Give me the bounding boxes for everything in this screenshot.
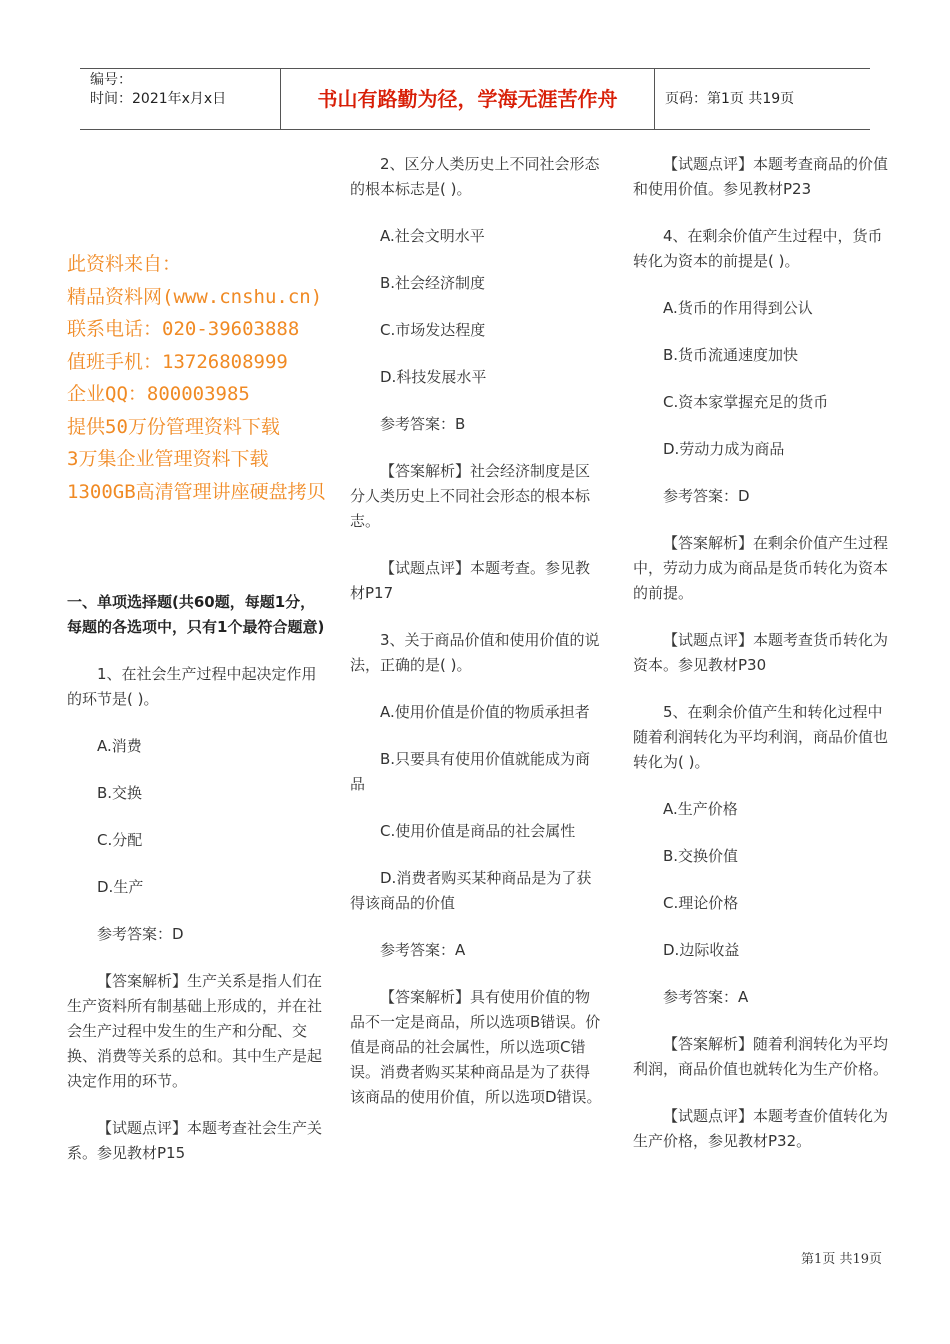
question: 5、在剩余价值产生和转化过程中随着利润转化为平均利润，商品价值也转化为( )。 (633, 703, 889, 771)
comment: 【试题点评】本题考查价值转化为生产价格，参见教材P32。 (633, 1107, 889, 1150)
option: B.货币流通速度加快 (663, 346, 799, 364)
answer: 参考答案：A (380, 941, 466, 959)
ad-line: 联系电话：020-39603888 (67, 318, 300, 340)
option: D.科技发展水平 (380, 368, 487, 386)
header-page-number: 页码：第1页 共19页 (665, 91, 795, 107)
number-label: 编号： (90, 72, 132, 88)
column-2 (350, 152, 602, 1132)
question: 3、关于商品价值和使用价值的说法，正确的是( )。 (350, 631, 600, 674)
option: C.市场发达程度 (380, 321, 486, 339)
explanation: 【答案解析】具有使用价值的物品不一定是商品，所以选项B错误。价值是商品的社会属性，所以选项C错误。消费者购买某种商品是为了获得该商品的使用价值，所以选项D错误。 (350, 988, 602, 1106)
explanation: 【答案解析】生产关系是指人们在生产资料所有制基础上形成的，并在社会生产过程中发生的生产和分配、交换、消费等关系的总和。其中生产是起决定作用的环节。 (67, 972, 323, 1090)
column-1 (67, 590, 325, 1188)
option: D.生产 (97, 878, 144, 896)
option: A.使用价值是价值的物质承担者 (380, 703, 590, 721)
explanation: 【答案解析】社会经济制度是区分人类历史上不同社会形态的根本标志。 (350, 462, 591, 530)
option: A.货币的作用得到公认 (663, 299, 813, 317)
comment: 【试题点评】本题考查商品的价值和使用价值。参见教材P23 (633, 155, 889, 198)
answer: 参考答案：D (97, 925, 184, 943)
option: C.使用价值是商品的社会属性 (380, 822, 576, 840)
option: B.交换价值 (663, 847, 739, 865)
option: A.消费 (97, 737, 142, 755)
question: 2、区分人类历史上不同社会形态的根本标志是( )。 (350, 155, 600, 198)
option: D.劳动力成为商品 (663, 440, 785, 458)
answer: 参考答案：D (663, 487, 750, 505)
option: D.消费者购买某种商品是为了获得该商品的价值 (350, 869, 592, 912)
option: C.理论价格 (663, 894, 739, 912)
section-title: 一、单项选择题(共60题，每题1分，每题的各选项中，只有1个最符合题意) (67, 593, 325, 636)
option: C.分配 (97, 831, 143, 849)
option: B.社会经济制度 (380, 274, 486, 292)
explanation: 【答案解析】在剩余价值产生过程中，劳动力成为商品是货币转化为资本的前提。 (633, 534, 889, 602)
option: B.只要具有使用价值就能成为商品 (350, 750, 591, 793)
ad-line: 值班手机：13726808999 (67, 350, 288, 373)
option: D.边际收益 (663, 941, 740, 959)
question: 4、在剩余价值产生过程中，货币转化为资本的前提是( )。 (633, 227, 883, 270)
option: A.生产价格 (663, 800, 738, 818)
column-3 (633, 152, 888, 1176)
ad-line: 3万集企业管理资料下载 (67, 448, 269, 470)
comment: 【试题点评】本题考查。参见教材P17 (350, 559, 591, 602)
ad-line: 提供50万份管理资料下载 (67, 415, 280, 438)
comment: 【试题点评】本题考查货币转化为资本。参见教材P30 (633, 631, 889, 674)
page-header (80, 68, 870, 130)
explanation: 【答案解析】随着利润转化为平均利润，商品价值也就转化为生产价格。 (633, 1035, 889, 1078)
ad-line: 1300GB高清管理讲座硬盘拷贝 (67, 480, 326, 503)
option: B.交换 (97, 784, 143, 802)
answer: 参考答案：B (380, 415, 466, 433)
ad-line: 此资料来自： (67, 253, 182, 275)
option: A.社会文明水平 (380, 227, 485, 245)
question: 1、在社会生产过程中起决定作用的环节是( )。 (67, 665, 317, 708)
ad-line: 企业QQ：800003985 (67, 383, 250, 405)
ad-line: 精品资料网(www.cnshu.cn) (67, 285, 323, 308)
page-footer: 第1页 共19页 (801, 1252, 882, 1267)
comment: 【试题点评】本题考查社会生产关系。参见教材P15 (67, 1119, 323, 1162)
ad-block (67, 248, 326, 508)
answer: 参考答案：A (663, 988, 749, 1006)
option: C.资本家掌握充足的货币 (663, 393, 829, 411)
header-motto: 书山有路勤为径，学海无涯苦作舟 (281, 69, 655, 129)
header-meta (80, 69, 281, 129)
time-label: 时间：2021年x月x日 (90, 91, 227, 107)
